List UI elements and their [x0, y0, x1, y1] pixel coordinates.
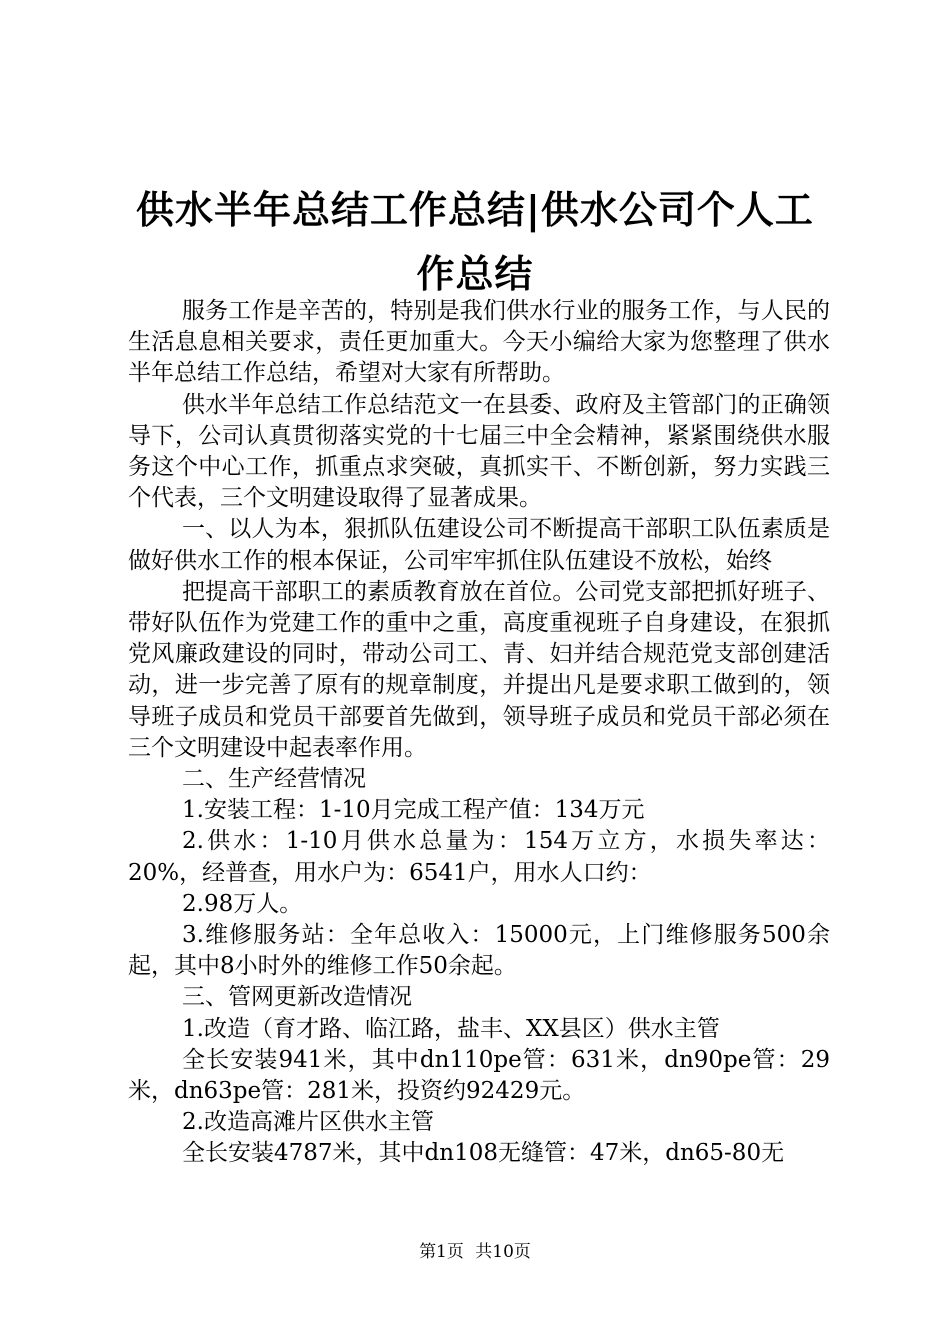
paragraph: 一、以人为本，狠抓队伍建设公司不断提高干部职工队伍素质是做好供水工作的根本保证，公司牢牢抓住队伍建设不放松，始终 [128, 516, 830, 574]
paragraph: 2.供水：1-10月供水总量为：154万立方，水损失率达：20%，经普查，用水户为：6541户，用水人口约： [128, 828, 830, 886]
paragraph: 1.改造（育才路、临江路，盐丰、XX县区）供水主管 [182, 1015, 720, 1042]
paragraph: 供水半年总结工作总结范文一在县委、政府及主管部门的正确领导下，公司认真贯彻落实党的十七届三中全会精神，紧紧围绕供水服务这个中心工作，抓重点求突破，真抓实干、不断创新，努力实践三个代表，三个文明建设取得了显著成果。 [128, 391, 830, 512]
section-heading: 三、管网更新改造情况 [182, 984, 412, 1011]
paragraph: 1.安装工程：1-10月完成工程产值：134万元 [182, 797, 645, 824]
paragraph: 服务工作是辛苦的，特别是我们供水行业的服务工作，与人民的生活息息相关要求，责任更加重大。今天小编给大家为您整理了供水半年总结工作总结，希望对大家有所帮助。 [128, 298, 830, 387]
page-number: 第1页 [419, 1242, 464, 1262]
paragraph: 3.维修服务站：全年总收入：15000元，上门维修服务500余起，其中8小时外的维修工作50余起。 [128, 922, 830, 980]
paragraph: 把提高干部职工的素质教育放在首位。公司党支部把抓好班子、带好队伍作为党建工作的重中之重，高度重视班子自身建设，在狠抓党风廉政建设的同时，带动公司工、青、妇并结合规范党支部创建活动，进一步完善了原有的规章制度，并提出凡是要求职工做到的，领导班子成员和党员干部要首先做到，领导班子成员和党员干部必须在三个文明建设中起表率作用。 [128, 578, 830, 761]
paragraph: 2.改造高滩片区供水主管 [182, 1109, 434, 1136]
document-title: 供水半年总结工作总结|供水公司个人工作总结 [136, 188, 814, 296]
page-total: 共10页 [475, 1242, 531, 1262]
paragraph: 2.98万人。 [182, 890, 303, 917]
paragraph: 全长安装4787米，其中dn108无缝管：47米，dn65-80无 [182, 1140, 785, 1167]
paragraph: 全长安装941米，其中dn110pe管：631米，dn90pe管：29米，dn63pe管：281米，投资约92429元。 [128, 1046, 830, 1105]
document-body [128, 296, 830, 1170]
page-footer [0, 1240, 950, 1264]
section-heading: 二、生产经营情况 [182, 766, 366, 793]
